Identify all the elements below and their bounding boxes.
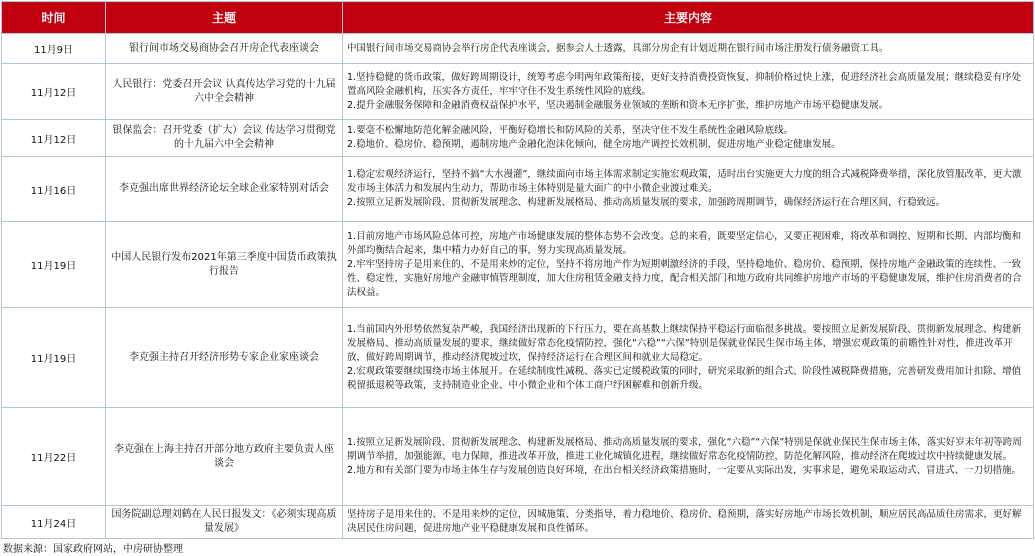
row-topic: 银行间市场交易商协会召开房企代表座谈会 xyxy=(106,34,343,64)
data-source-note: 数据来源：国家政府网站，中房研协整理 xyxy=(3,544,183,555)
table-row xyxy=(2,408,1034,506)
row-content xyxy=(343,308,1034,408)
table-row xyxy=(2,64,1034,120)
row-topic: 李克强出席世界经济论坛全球企业家特别对话会 xyxy=(106,157,343,222)
table-row xyxy=(2,34,1034,64)
content-item: 中国银行间市场交易商协会举行房企代表座谈会，据参会人士透露，具部分房企有计划近期在银行间市场注册发行债务融资工具。 xyxy=(347,42,889,54)
table-row xyxy=(2,157,1034,222)
row-topic: 李克强在上海主持召开部分地方政府主要负责人座谈会 xyxy=(106,408,343,506)
row-date: 11月24日 xyxy=(2,506,106,539)
row-topic: 人民银行：党委召开会议 认真传达学习党的十九届六中全会精神 xyxy=(106,64,343,120)
row-date: 11月19日 xyxy=(2,308,106,408)
row-date: 11月19日 xyxy=(2,222,106,308)
row-topic: 李克强主持召开经济形势专家企业家座谈会 xyxy=(106,308,343,408)
content-item: 1.要毫不松懈地防范化解金融风险，平衡好稳增长和防风险的关系，坚决守住不发生系统性金融风险底线。 xyxy=(347,125,794,136)
table-row xyxy=(2,308,1034,408)
row-date: 11月12日 xyxy=(2,64,106,120)
content-item: 1.稳定宏观经济运行，坚持不搞“大水漫灌”，继续面向市场主体需求制定实施宏观政策，适时出台实施更大力度的组合式减税降费举措，深化放管服改革，更大激发市场主体活力和发展内生动力，帮助市场主体特别是量大面广的中小微企业渡过难关。 xyxy=(347,169,1022,194)
content-item: 2.牢牢坚持房子是用来住的、不是用来炒的定位，坚持不将房地产作为短期刺激经济的手段，坚持稳地价、稳房价、稳预期，保持房地产金融政策的连续性、一致性、稳定性，实施好房地产金融审慎管理制度，加大住房租赁金融支持力度，配合相关部门和地方政府共同维护房地产市场的平稳健康发展，维护住房消费者的合法权益。 xyxy=(347,258,1022,298)
content-item: 2.按照立足新发展阶段、贯彻新发展理念、构建新发展格局、推动高质量发展的要求，加强跨周期调节，确保经济运行在合理区间，行稳致远。 xyxy=(347,197,946,208)
header-row xyxy=(2,2,1034,34)
content-item: 1.按照立足新发展阶段、贯彻新发展理念、构建新发展格局、推动高质量发展的要求，强化“六稳”“六保”特别是保就业保民生保市场主体，落实好岁末年初等跨周期调节举措，加强能源、电力保障，推进改革开放，推进工业化城镇化进程，继续做好常态化疫情防控，防范化解风险，推动经济在爬坡过坎中持续健康发展。 xyxy=(347,436,1022,462)
row-topic: 国务院副总理刘鹤在人民日报发文：《必须实现高质量发展》 xyxy=(106,506,343,539)
row-date: 11月16日 xyxy=(2,157,106,222)
content-item: 2.提升金融服务保障和金融消费权益保护水平，坚决遏制金融服务业领域的垄断和资本无序扩张，维护房地产市场平稳健康发展。 xyxy=(347,99,889,111)
row-content xyxy=(343,157,1034,222)
table-row xyxy=(2,120,1034,157)
header-content: 主要内容 xyxy=(343,2,1034,34)
policy-table xyxy=(1,1,1034,539)
content-item: 1.坚持稳健的货币政策，做好跨周期设计，统筹考虑今明两年政策衔接，更好支持消费投资恢复，抑制价格过快上涨，促进经济社会高质量发展；继续稳妥有序处置高风险金融机构，压实各方责任，牢牢守住不发生系统性风险的底线。 xyxy=(347,71,1022,97)
row-topic: 中国人民银行发布2021年第三季度中国货币政策执行报告 xyxy=(106,222,343,308)
row-content xyxy=(343,506,1034,539)
row-date: 11月9日 xyxy=(2,34,106,64)
row-topic: 银保监会：召开党委（扩大）会议 传达学习贯彻党的十九届六中全会精神 xyxy=(106,120,343,157)
table-row xyxy=(2,222,1034,308)
row-date: 11月12日 xyxy=(2,120,106,157)
content-item: 2.稳地价、稳房价、稳预期，遏制房地产金融化泡沫化倾向，健全房地产调控长效机制，促进房地产业稳定健康发展。 xyxy=(347,139,841,150)
header-topic: 主题 xyxy=(106,2,343,34)
row-content xyxy=(343,222,1034,308)
row-content xyxy=(343,408,1034,506)
content-item: 1.目前房地产市场风险总体可控，房地产市场健康发展的整体态势不会改变。总的来看，既要坚定信心，又要正视困难，将改革和调控、短期和长期、内部均衡和外部均衡结合起来，集中精力办好自己的事，努力实现高质量发展。 xyxy=(347,230,1022,256)
row-content xyxy=(343,120,1034,157)
content-item: 2.地方和有关部门要为市场主体生存与发展创造良好环境，在出台相关经济政策措施时，一定要从实际出发，实事求是，避免采取运动式、冒进式、一刀切措施。 xyxy=(347,464,1022,476)
row-content xyxy=(343,64,1034,120)
content-item: 坚持房子是用来住的、不是用来炒的定位，因城施策、分类指导，着力稳地价、稳房价、稳预期，落实好房地产市场长效机制，顺应居民高品质住房需求，更好解决居民住房问题，促进房地产业平稳健康发展和良性循环。 xyxy=(347,509,1022,534)
row-content xyxy=(343,34,1034,64)
row-date: 11月22日 xyxy=(2,408,106,506)
content-item: 1.当前国内外形势依然复杂严峻，我国经济出现新的下行压力，要在高基数上继续保持平稳运行面临很多挑战。要按照立足新发展阶段、贯彻新发展理念、构建新发展格局、推动高质量发展的要求，继续做好常态化疫情防控，强化“六稳”“六保”特别是保就业保民生保市场主体，增强宏观政策的前瞻性针对性，推进改革开放，做好跨周期调节，推动经济爬坡过坎，保持经济运行在合理区间和就业大局稳定。 xyxy=(347,323,1022,363)
content-item: 2.宏观政策要继续围绕市场主体展开。在延续制度性减税、落实已定缓税政策的同时，研究采取新的组合式、阶段性减税降费措施，完善研发费用加计扣除、增值税留抵退税等政策，支持制造业企业、中小微企业和个体工商户纾困解难和创新升级。 xyxy=(347,365,1022,391)
table-row xyxy=(2,506,1034,539)
header-date: 时间 xyxy=(2,2,106,34)
